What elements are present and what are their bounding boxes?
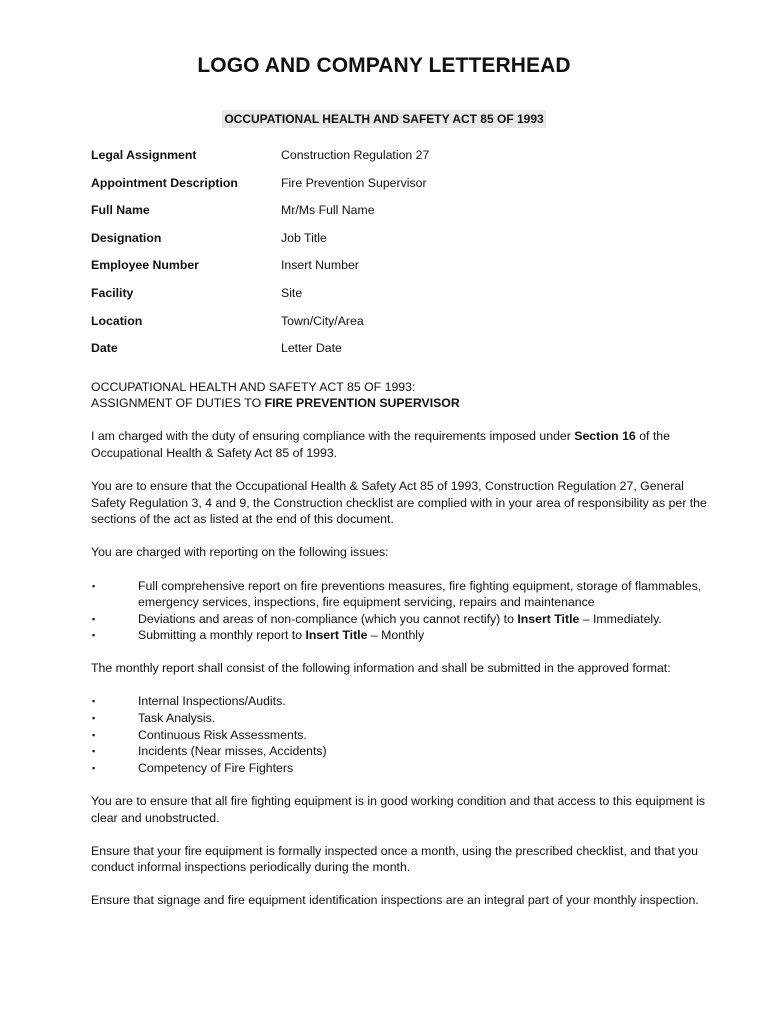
- list-item-text: Continuous Risk Assessments.: [138, 727, 307, 742]
- report-items-list: [91, 578, 711, 644]
- paragraph-ensure-compliance: You are to ensure that the Occupational Health & Safety Act 85 of 1993, Construction Regulation 27, General Safety Regulation 3, 4 and 9, the Construction checklist are complied with in your area of responsibility as per the sections of the act as listed at the end of this document.: [91, 479, 707, 527]
- list-item: [91, 727, 711, 744]
- section-reference: Section 16: [574, 429, 636, 444]
- detail-row-date: [91, 340, 711, 368]
- detail-value: Town/City/Area: [281, 313, 364, 328]
- assignment-line-2-prefix: ASSIGNMENT OF DUTIES TO: [91, 396, 265, 411]
- item-text: Full comprehensive report on fire preventions measures, fire fighting equipment, storage of flammables, emergency services, inspections, fire equipment servicing, repairs and maintenance: [138, 578, 702, 610]
- placeholder-title: Insert Title: [305, 628, 368, 643]
- list-item-text: [138, 627, 711, 644]
- bullet-icon: ▪: [92, 580, 96, 591]
- bullet-icon: ▪: [92, 613, 96, 624]
- act-heading-wrap: [0, 110, 768, 128]
- detail-label: Employee Number: [91, 258, 199, 273]
- detail-row-full-name: [91, 202, 711, 230]
- assignment-heading: [91, 379, 711, 412]
- detail-value: Job Title: [281, 230, 327, 245]
- list-item: [91, 693, 711, 710]
- paragraph-text: of the Occupational Health & Safety Act 85 of 1993.: [91, 429, 670, 461]
- item-text: – Monthly: [367, 628, 425, 643]
- paragraph-charged: [91, 428, 711, 461]
- detail-value: Site: [281, 285, 303, 300]
- list-item: [91, 760, 711, 777]
- item-text: Submitting a monthly report to: [138, 628, 306, 643]
- detail-label: Designation: [91, 230, 162, 245]
- details-table: [91, 147, 711, 368]
- detail-row-appointment-description: [91, 175, 711, 203]
- item-text: – Immediately.: [579, 611, 662, 626]
- detail-row-designation: [91, 230, 711, 258]
- document-body: [91, 147, 711, 925]
- detail-row-location: [91, 313, 711, 341]
- bullet-icon: ▪: [92, 746, 96, 757]
- bullet-icon: ▪: [92, 696, 96, 707]
- detail-label: Full Name: [91, 203, 150, 218]
- list-item-text: [138, 611, 711, 628]
- item-text: Deviations and areas of non-compliance (which you cannot rectify) to: [138, 611, 518, 626]
- detail-label: Facility: [91, 285, 134, 300]
- detail-row-employee-number: [91, 257, 711, 285]
- detail-value: Construction Regulation 27: [281, 148, 430, 162]
- paragraph-equipment: You are to ensure that all fire fighting equipment is in good working condition and that access to this equipment is clear and unobstructed.: [91, 793, 706, 825]
- bullet-icon: ▪: [92, 729, 96, 740]
- bullet-icon: ▪: [92, 762, 96, 773]
- assignment-line-1: OCCUPATIONAL HEALTH AND SAFETY ACT 85 OF 1993:: [91, 379, 416, 394]
- detail-value: Fire Prevention Supervisor: [281, 175, 427, 190]
- act-heading: OCCUPATIONAL HEALTH AND SAFETY ACT 85 OF 1993: [224, 112, 544, 126]
- placeholder-title: Insert Title: [517, 611, 580, 626]
- detail-value: Letter Date: [281, 341, 342, 356]
- detail-value: Mr/Ms Full Name: [281, 203, 375, 218]
- paragraph-signage: Ensure that signage and fire equipment identification inspections are an integral part of your monthly inspection.: [91, 893, 699, 908]
- detail-value: Insert Number: [281, 258, 359, 273]
- list-item: [91, 627, 711, 644]
- bullet-icon: ▪: [92, 630, 96, 641]
- paragraph-text: I am charged with the duty of ensuring compliance with the requirements imposed under: [91, 429, 575, 444]
- detail-label: Legal Assignment: [91, 148, 197, 162]
- list-item-text: Task Analysis.: [138, 711, 216, 726]
- detail-label: Appointment Description: [91, 175, 238, 190]
- paragraph-inspected: Ensure that your fire equipment is formally inspected once a month, using the prescribed checklist, and that you conduct informal inspections periodically during the month.: [91, 843, 698, 875]
- list-item: [91, 710, 711, 727]
- detail-row-facility: [91, 285, 711, 313]
- list-item-text: Incidents (Near misses, Accidents): [138, 744, 327, 759]
- paragraph-reporting: You are charged with reporting on the following issues:: [91, 545, 389, 560]
- list-item-text: [138, 578, 711, 611]
- detail-label: Location: [91, 313, 143, 328]
- list-item-text: Internal Inspections/Audits.: [138, 694, 286, 709]
- detail-row-legal-assignment: [91, 147, 711, 175]
- list-item: [91, 578, 711, 611]
- list-item: [91, 611, 711, 628]
- bullet-icon: ▪: [92, 713, 96, 724]
- list-item: [91, 743, 711, 760]
- detail-label: Date: [91, 341, 118, 356]
- letterhead-title: LOGO AND COMPANY LETTERHEAD: [197, 54, 571, 77]
- paragraph-monthly-report: The monthly report shall consist of the following information and shall be submitted in the approved format:: [91, 661, 671, 676]
- assignment-role: FIRE PREVENTION SUPERVISOR: [264, 396, 460, 411]
- monthly-items-list: [91, 693, 711, 776]
- list-item-text: Competency of Fire Fighters: [138, 760, 294, 775]
